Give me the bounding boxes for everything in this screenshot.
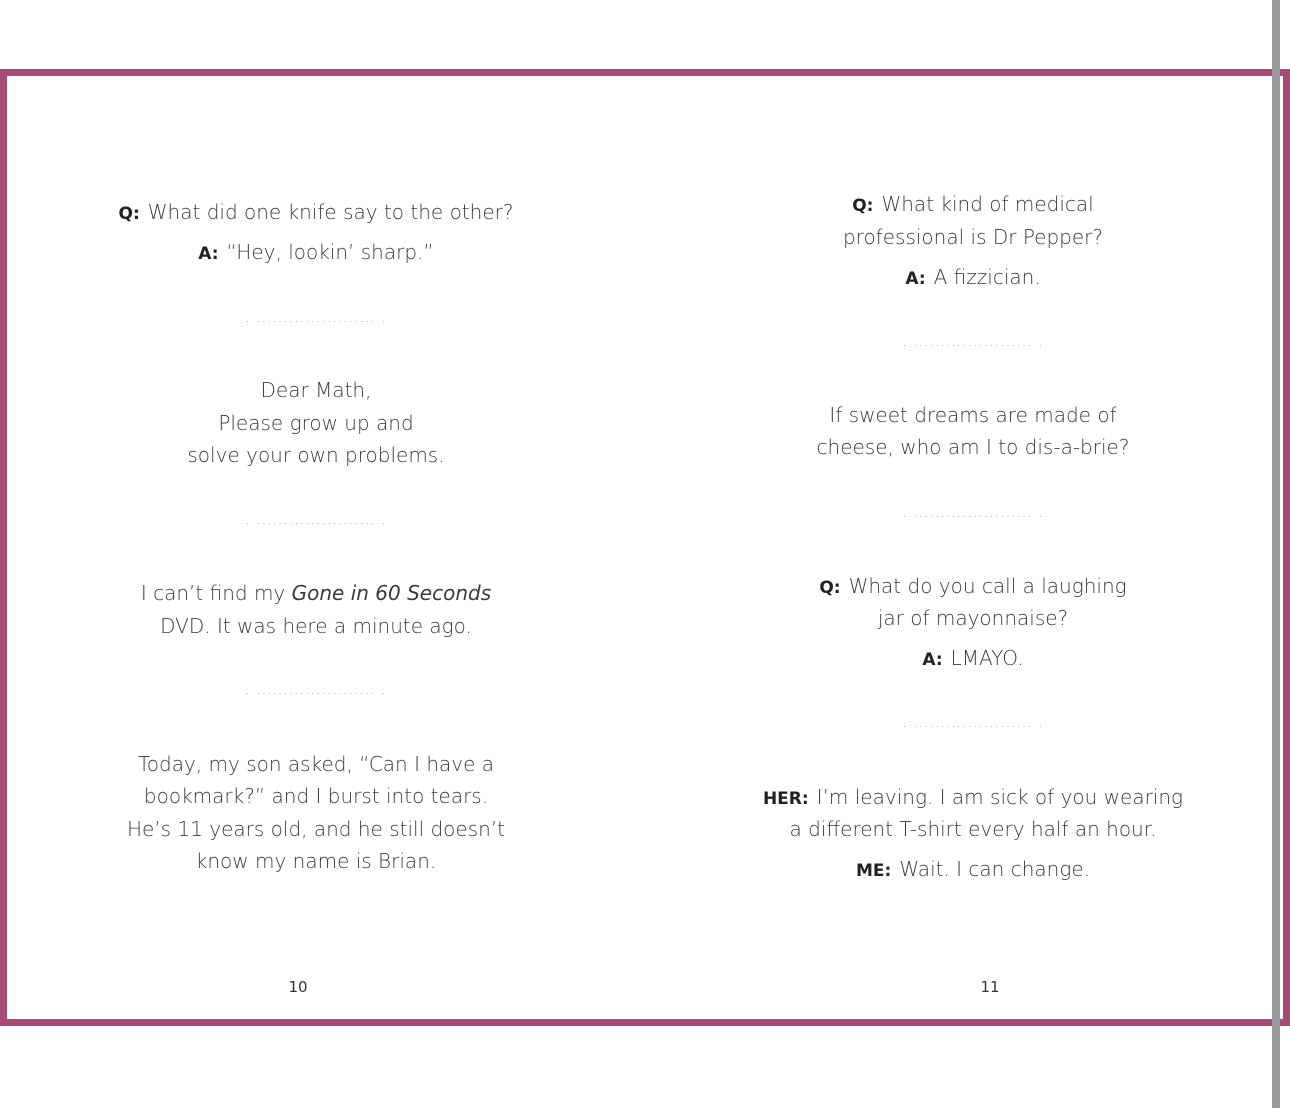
answer-text: LMAYO. [950, 646, 1024, 670]
movie-title: Gone in 60 Seconds [291, 581, 492, 605]
left-page [0, 0, 632, 1108]
right-page [653, 0, 1290, 1108]
question-label: Q: [819, 578, 841, 598]
dear-math-line: Dear Math, [260, 378, 372, 402]
knife-question [0, 198, 632, 228]
her-label: HER: [762, 789, 809, 809]
me-text: Wait. I can change. [899, 857, 1090, 881]
gone-60-line: DVD. It was here a minute ago. [160, 614, 472, 638]
question-text: What kind of medical [881, 192, 1094, 216]
pepper-answer [653, 263, 1290, 293]
mayo-question-line2: jar of mayonnaise? [877, 606, 1069, 630]
dear-math-line: Please grow up and [218, 411, 414, 435]
divider-dots: . ...................... . [902, 715, 1044, 731]
divider-dots: . ...................... . [245, 512, 387, 528]
divider-dots: . ...................... . [902, 334, 1044, 350]
question-text: What do you call a laughing [848, 574, 1127, 598]
tshirt-her-line [653, 783, 1290, 813]
pepper-question [653, 190, 1290, 220]
answer-text: “Hey, lookin’ sharp.” [226, 240, 434, 264]
answer-text: A fizzician. [933, 265, 1041, 289]
question-text: What did one knife say to the other? [147, 200, 514, 224]
mayo-question [653, 572, 1290, 602]
cheese-line: cheese, who am I to dis-a-brie? [816, 435, 1130, 459]
answer-label: A: [198, 244, 219, 264]
gone-60-line [0, 579, 632, 607]
tshirt-me-line [653, 855, 1290, 885]
divider-dots: . ...................... . [902, 505, 1044, 521]
mayo-answer [653, 644, 1290, 674]
dear-math-line: solve your own problems. [187, 443, 445, 467]
her-text: I’m leaving. I am sick of you wearing [816, 785, 1184, 809]
question-label: Q: [118, 204, 140, 224]
page-number-left: 10 [288, 978, 308, 996]
question-label: Q: [852, 196, 874, 216]
answer-label: A: [905, 269, 926, 289]
gone-60-text: I can’t find my [140, 581, 292, 605]
pepper-question-line2: professional is Dr Pepper? [842, 225, 1104, 249]
cheese-line: If sweet dreams are made of [829, 403, 1117, 427]
answer-label: A: [922, 650, 943, 670]
bookmark-line: He’s 11 years old, and he still doesn’t [126, 817, 506, 841]
bookmark-line: Today, my son asked, “Can I have a [137, 752, 495, 776]
page-number-right: 11 [980, 978, 1000, 996]
bookmark-line: bookmark?” and I burst into tears. [143, 784, 489, 808]
tshirt-her-line2: a different T-shirt every half an hour. [789, 817, 1157, 841]
me-label: ME: [855, 861, 892, 881]
knife-answer [0, 238, 632, 268]
divider-dots: . ...................... . [245, 682, 387, 698]
bookmark-line: know my name is Brian. [195, 849, 437, 873]
divider-dots: . ...................... . [245, 310, 387, 326]
